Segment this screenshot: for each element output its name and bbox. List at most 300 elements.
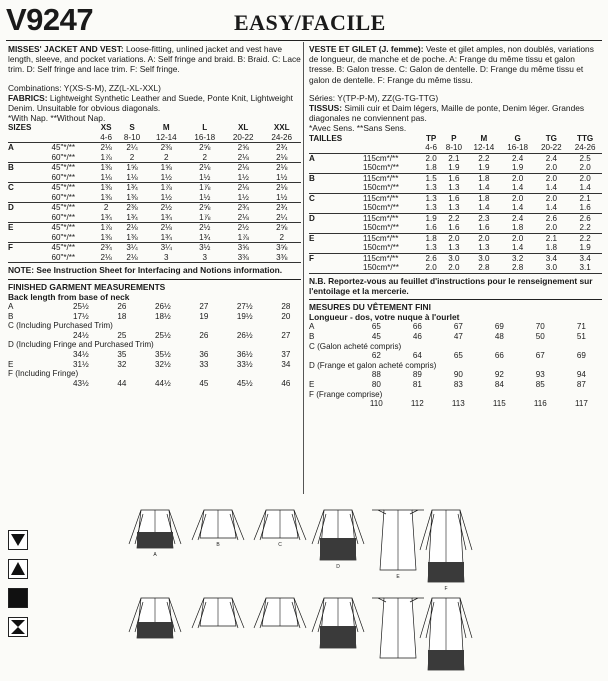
back-view-A bbox=[129, 598, 181, 638]
back-view-F bbox=[420, 598, 472, 670]
measurement-value: 80 bbox=[371, 380, 381, 389]
yardage-value: 1.3 bbox=[441, 243, 467, 253]
garment-illustrations bbox=[0, 500, 608, 681]
yardage-row bbox=[8, 203, 301, 213]
measurement-value: 84 bbox=[494, 380, 504, 389]
yardage-value: 2⅝ bbox=[199, 203, 211, 213]
yardage-value: 2.1 bbox=[579, 193, 591, 203]
yardage-value: 1.3 bbox=[422, 203, 441, 213]
yardage-value: 1¾ bbox=[126, 183, 138, 193]
measurement-label: F (Including Fringe) bbox=[8, 369, 79, 379]
view-letter: F bbox=[8, 243, 13, 253]
measurement-row bbox=[309, 380, 602, 390]
measurement-row bbox=[8, 379, 301, 389]
header-rule bbox=[6, 40, 602, 41]
measurement-value: 117 bbox=[574, 399, 588, 409]
yardage-value: 2.0 bbox=[448, 233, 460, 243]
yardage-value: 3.4 bbox=[579, 253, 591, 263]
yardage-value: 1.3 bbox=[441, 183, 467, 193]
yardage-value: 2.0 bbox=[511, 193, 524, 203]
front-view-F bbox=[420, 510, 472, 582]
yardage-value: 1.3 bbox=[441, 203, 467, 213]
view-letter: F bbox=[309, 253, 314, 263]
size-number: 16-18 bbox=[186, 133, 224, 143]
fabric-width: 45"*/** bbox=[51, 243, 76, 253]
measurement-label: E bbox=[8, 359, 14, 369]
measurement-value: 45 bbox=[199, 378, 209, 388]
yardage-value: 2⅛ bbox=[95, 253, 117, 263]
yardage-row bbox=[309, 193, 602, 203]
yardage-row bbox=[8, 183, 301, 193]
yardage-value: 2¼ bbox=[262, 213, 301, 223]
size-number: 8-10 bbox=[117, 133, 147, 143]
measurement-value: 67 bbox=[535, 351, 545, 361]
measurement-row bbox=[309, 361, 602, 371]
yardage-value: 2½ bbox=[199, 223, 211, 233]
measurement-value: 46 bbox=[412, 332, 422, 342]
yardage-value: 1½ bbox=[147, 193, 185, 203]
yardage-value: 1½ bbox=[224, 173, 262, 183]
measurement-value: 36½ bbox=[236, 350, 253, 359]
measurement-value: 115 bbox=[492, 399, 506, 409]
measurement-value: 36 bbox=[199, 350, 209, 359]
measurement-value: 116 bbox=[533, 399, 547, 409]
yardage-value: 2 bbox=[103, 203, 109, 213]
yardage-value: 2.6 bbox=[425, 253, 437, 263]
fabrics-label: FABRICS: bbox=[8, 92, 48, 103]
yardage-value: 2¾ bbox=[276, 203, 288, 213]
description-title: VESTE ET GILET (J. femme): bbox=[309, 44, 424, 54]
measurement-value: 18 bbox=[117, 311, 127, 321]
yardage-value: 2.0 bbox=[511, 233, 524, 243]
interfacing-note: N.B. Reportez-vous au feuillet d'instructions pour le renseignement sur l'entoilage et la mercerie. bbox=[309, 275, 593, 296]
nap-note: *Avec Sens. **Sans Sens. bbox=[309, 123, 407, 134]
size-number: 24-26 bbox=[262, 133, 301, 143]
yardage-table bbox=[8, 123, 301, 263]
measurement-label: A bbox=[8, 302, 14, 312]
yardage-value: 2¾ bbox=[100, 243, 112, 253]
front-view-E bbox=[372, 510, 424, 570]
measurement-label bbox=[8, 331, 55, 341]
size-number: 20-22 bbox=[534, 143, 568, 153]
fabric-width: 45"*/** bbox=[51, 183, 76, 193]
measurement-value: 83 bbox=[453, 380, 463, 389]
size-number: 8-10 bbox=[441, 143, 467, 153]
view-letter: E bbox=[8, 223, 14, 233]
yardage-value: 2⅛ bbox=[160, 223, 172, 233]
yardage-value: 1.3 bbox=[422, 243, 441, 253]
fabric-width: 60"*/** bbox=[51, 193, 95, 203]
measurement-label bbox=[309, 370, 356, 380]
yardage-value: 2¾ bbox=[237, 203, 249, 213]
description-title: MISSES' JACKET AND VEST: bbox=[8, 44, 124, 54]
yardage-value: 2.0 bbox=[545, 173, 557, 183]
measurement-value: 27 bbox=[281, 330, 291, 340]
nap-note: *With Nap. **Without Nap. bbox=[8, 113, 106, 124]
measurement-value: 69 bbox=[576, 351, 586, 361]
yardage-value: 3.0 bbox=[448, 253, 460, 263]
measurement-value: 17½ bbox=[73, 311, 89, 321]
measurement-label bbox=[8, 379, 55, 389]
yardage-value: 2.3 bbox=[478, 213, 490, 223]
yardage-value: 2.8 bbox=[501, 263, 535, 273]
yardage-value: 1⅜ bbox=[100, 163, 112, 173]
yardage-row bbox=[309, 233, 602, 243]
measurement-value: 92 bbox=[494, 370, 504, 380]
size-number: 12-14 bbox=[147, 133, 185, 143]
yardage-value: 2 bbox=[186, 153, 224, 163]
fgm-title: MESURES DU VÊTEMENT FINI bbox=[309, 302, 431, 313]
yardage-value: 2⅛ bbox=[117, 253, 147, 263]
fabric-width: 150cm*/** bbox=[363, 163, 422, 173]
difficulty-label: EASY/FACILE bbox=[234, 10, 386, 35]
measurement-value: 93 bbox=[535, 370, 545, 380]
measurement-label: C (Including Purchased Trim) bbox=[8, 321, 113, 331]
size-name: P bbox=[451, 133, 457, 143]
yardage-row bbox=[309, 213, 602, 223]
yardage-value: 1.4 bbox=[501, 203, 535, 213]
back-view-B bbox=[192, 598, 244, 628]
fabric-width: 115cm*/** bbox=[362, 173, 399, 183]
yardage-value: 2.2 bbox=[568, 223, 602, 233]
measurement-value: 45½ bbox=[236, 378, 253, 388]
fringe-band bbox=[137, 622, 173, 638]
measurement-row bbox=[8, 350, 301, 360]
size-number: 4-6 bbox=[422, 143, 441, 153]
yardage-row bbox=[8, 193, 301, 203]
view-label: E bbox=[396, 574, 400, 580]
yardage-row bbox=[8, 253, 301, 263]
yardage-value: 1⅜ bbox=[95, 193, 117, 203]
measurement-value: 26½ bbox=[154, 302, 171, 312]
yardage-value: 3 bbox=[186, 253, 224, 263]
section-rule bbox=[309, 299, 602, 300]
yardage-row bbox=[309, 183, 602, 193]
yardage-value: 2.0 bbox=[441, 263, 467, 273]
measurement-value: 62 bbox=[371, 351, 381, 361]
view-letter: D bbox=[309, 213, 315, 223]
measurement-row bbox=[309, 370, 602, 380]
size-name: XXL bbox=[273, 123, 290, 133]
measurement-value: 26½ bbox=[236, 330, 253, 340]
yardage-value: 2⅜ bbox=[160, 143, 172, 153]
yardage-value: 2.2 bbox=[448, 213, 460, 223]
description bbox=[309, 44, 602, 85]
yardage-value: 1.3 bbox=[467, 243, 501, 253]
yardage-row bbox=[8, 233, 301, 243]
measurement-value: 34½ bbox=[73, 350, 89, 359]
yardage-value: 1.4 bbox=[534, 203, 568, 213]
yardage-value: 3⅝ bbox=[276, 243, 288, 253]
view-letter: C bbox=[8, 183, 14, 193]
yardage-value: 1.3 bbox=[422, 183, 441, 193]
measurement-value: 27½ bbox=[236, 302, 253, 312]
fabrics bbox=[8, 93, 301, 113]
yardage-value: 1½ bbox=[186, 193, 224, 203]
measurement-value: 94 bbox=[576, 370, 586, 380]
yardage-value: 2.0 bbox=[425, 153, 437, 163]
yardage-value: 2⅛ bbox=[276, 183, 288, 193]
fgm-title: FINISHED GARMENT MEASUREMENTS bbox=[8, 281, 166, 292]
measurements-table bbox=[8, 302, 301, 388]
yardage-value: 1.6 bbox=[448, 173, 460, 183]
yardage-value: 1⅜ bbox=[117, 193, 147, 203]
fabric-width: 115cm*/** bbox=[362, 233, 399, 243]
yardage-value: 1.6 bbox=[467, 223, 501, 233]
yardage-value: 2⅛ bbox=[237, 183, 249, 193]
measurement-label: D (Frange et galon acheté compris) bbox=[309, 360, 437, 370]
yardage-value: 1⅝ bbox=[160, 163, 172, 173]
measurement-label: C (Galon acheté compris) bbox=[309, 341, 402, 351]
yardage-row bbox=[309, 253, 602, 263]
fabric-width: 115cm*/** bbox=[362, 253, 399, 263]
measurement-label: E bbox=[309, 380, 315, 389]
yardage-value: 2 bbox=[262, 233, 301, 243]
yardage-value: 2.5 bbox=[579, 153, 591, 163]
yardage-value: 1¾ bbox=[186, 233, 224, 243]
yardage-value: 1½ bbox=[147, 173, 185, 183]
yardage-value: 1.3 bbox=[425, 193, 437, 203]
fabric-width: 150cm*/** bbox=[363, 243, 422, 253]
measurement-label bbox=[8, 350, 55, 360]
yardage-value: 1.4 bbox=[534, 183, 568, 193]
measurement-value: 33½ bbox=[236, 359, 253, 369]
measurement-row bbox=[309, 390, 602, 400]
yardage-row bbox=[309, 163, 602, 173]
yardage-value: 2⅝ bbox=[276, 223, 288, 233]
view-letter: A bbox=[8, 143, 14, 153]
view-label: B bbox=[216, 542, 220, 548]
measurement-value: 88 bbox=[371, 370, 381, 380]
pattern-number: V9247 bbox=[6, 2, 94, 37]
yardage-value: 2.8 bbox=[467, 263, 501, 273]
yardage-value: 2⅝ bbox=[199, 143, 211, 153]
yardage-value: 2⅛ bbox=[276, 163, 288, 173]
measurement-value: 24½ bbox=[73, 330, 89, 340]
description bbox=[8, 44, 301, 75]
view-letter: C bbox=[309, 193, 315, 203]
fabric-width: 115cm*/** bbox=[362, 193, 399, 203]
measurement-value: 32 bbox=[117, 359, 127, 369]
yardage-value: 2.0 bbox=[579, 173, 591, 183]
combinations: Combinations: Y(XS-S-M), ZZ(L-XL-XXL) bbox=[8, 82, 161, 93]
measurement-row bbox=[309, 351, 602, 361]
yardage-value: 3½ bbox=[199, 243, 211, 253]
measurement-row bbox=[8, 360, 301, 370]
yardage-value: 3¼ bbox=[126, 243, 138, 253]
yardage-value: 1⅜ bbox=[100, 183, 112, 193]
yardage-value: 3 bbox=[147, 253, 185, 263]
yardage-value: 2⅝ bbox=[237, 143, 249, 153]
measurement-value: 32½ bbox=[154, 359, 171, 369]
measurement-value: 113 bbox=[451, 399, 465, 409]
yardage-value: 2⅛ bbox=[199, 163, 211, 173]
size-name: XL bbox=[238, 123, 249, 133]
measurement-value: 19½ bbox=[236, 311, 253, 321]
measurement-value: 35½ bbox=[154, 350, 171, 359]
measurement-row bbox=[8, 321, 301, 331]
measurement-label: B bbox=[309, 332, 315, 342]
yardage-value: 2⅛ bbox=[224, 153, 262, 163]
fringe-band bbox=[428, 562, 464, 582]
measurement-value: 47 bbox=[453, 332, 463, 342]
yardage-value: 3.1 bbox=[568, 263, 602, 273]
fabric-width: 150cm*/** bbox=[363, 183, 422, 193]
yardage-value: 1.6 bbox=[422, 223, 441, 233]
measurement-value: 65 bbox=[453, 351, 463, 361]
yardage-value: 1.8 bbox=[478, 193, 490, 203]
measurement-value: 34 bbox=[281, 359, 291, 369]
yardage-value: 2.4 bbox=[511, 153, 524, 163]
fabrics-text: Simili cuir et Daim légers, Maille de ponte, Denim léger. Grandes diagonales ne conviennent pas. bbox=[309, 103, 585, 124]
measurement-label bbox=[309, 399, 356, 409]
yardage-value: 2⅛ bbox=[262, 153, 301, 163]
yardage-value: 1⅞ bbox=[160, 183, 172, 193]
yardage-value: 2.6 bbox=[579, 213, 591, 223]
size-name: G bbox=[514, 133, 521, 143]
yardage-value: 2½ bbox=[237, 223, 249, 233]
fabric-width: 45"*/** bbox=[51, 203, 76, 213]
measurement-value: 31½ bbox=[73, 359, 89, 369]
yardage-value: 1½ bbox=[224, 193, 262, 203]
measurement-label: A bbox=[309, 322, 315, 332]
front-view-D bbox=[312, 510, 364, 560]
sizes-label: SIZES bbox=[8, 123, 32, 133]
yardage-value: 1⅞ bbox=[186, 213, 224, 223]
measurement-value: 69 bbox=[494, 322, 504, 332]
back-length-label: Back length from base of neck bbox=[8, 291, 130, 302]
size-number: 16-18 bbox=[501, 143, 535, 153]
yardage-value: 1½ bbox=[262, 193, 301, 203]
yardage-value: 1.4 bbox=[467, 183, 501, 193]
fringe-band bbox=[428, 650, 464, 670]
view-label: C bbox=[278, 542, 282, 548]
measurement-value: 18½ bbox=[154, 311, 171, 321]
yardage-value: 1¾ bbox=[117, 213, 147, 223]
yardage-value: 2.0 bbox=[511, 173, 524, 183]
yardage-value: 2.0 bbox=[534, 163, 568, 173]
fabric-width: 45"*/** bbox=[51, 143, 76, 153]
yardage-row bbox=[309, 173, 602, 183]
yardage-row bbox=[309, 223, 602, 233]
size-name: M bbox=[162, 123, 170, 133]
size-name: L bbox=[202, 123, 208, 133]
size-name: S bbox=[129, 123, 135, 133]
fabric-width: 115cm*/** bbox=[362, 213, 399, 223]
size-name: M bbox=[480, 133, 488, 143]
yardage-value: 1¾ bbox=[147, 233, 185, 243]
measurement-value: 25½ bbox=[154, 330, 171, 340]
english-column bbox=[8, 44, 301, 388]
measurement-value: 27 bbox=[199, 302, 209, 312]
fabric-width: 60"*/** bbox=[51, 213, 95, 223]
measurement-row bbox=[309, 332, 602, 342]
yardage-value: 1.9 bbox=[501, 163, 535, 173]
combinations: Séries: Y(TP-P-M), ZZ(G-TG-TTG) bbox=[309, 92, 439, 103]
measurement-value: 51 bbox=[576, 332, 586, 342]
yardage-value: 1.6 bbox=[568, 203, 602, 213]
measurement-row bbox=[309, 322, 602, 332]
measurements-table bbox=[309, 322, 602, 408]
back-view-C bbox=[254, 598, 306, 628]
fringe-band bbox=[320, 538, 356, 560]
fabric-width: 150cm*/** bbox=[363, 263, 422, 273]
yardage-value: 2½ bbox=[160, 203, 172, 213]
back-length-label: Longueur - dos, votre nuque à l'ourlet bbox=[309, 312, 460, 323]
measurement-value: 89 bbox=[412, 370, 422, 380]
fabrics bbox=[309, 103, 602, 123]
yardage-value: 1.8 bbox=[422, 163, 441, 173]
yardage-value: 3.4 bbox=[545, 253, 557, 263]
yardage-value: 2¼ bbox=[126, 143, 138, 153]
measurement-label: B bbox=[8, 311, 14, 321]
yardage-value: 2.1 bbox=[545, 233, 557, 243]
measurement-value: 67 bbox=[453, 322, 463, 332]
yardage-value: 2.4 bbox=[545, 153, 557, 163]
view-letter: D bbox=[8, 203, 14, 213]
measurement-value: 48 bbox=[494, 332, 504, 342]
yardage-value: 1⅛ bbox=[117, 173, 147, 183]
view-label: D bbox=[336, 564, 340, 570]
yardage-value: 1.4 bbox=[501, 243, 535, 253]
yardage-value: 1¾ bbox=[95, 213, 117, 223]
front-view-A bbox=[129, 510, 181, 548]
back-view-E bbox=[372, 598, 424, 658]
front-view-B bbox=[192, 510, 244, 540]
measurement-value: 44 bbox=[117, 378, 127, 388]
view-label: A bbox=[153, 552, 157, 558]
size-number: 20-22 bbox=[224, 133, 262, 143]
yardage-row bbox=[8, 223, 301, 233]
yardage-value: 2⅛ bbox=[224, 213, 262, 223]
view-letter: E bbox=[309, 233, 315, 243]
yardage-value: 3.2 bbox=[511, 253, 524, 263]
measurement-value: 20 bbox=[281, 311, 291, 321]
section-rule bbox=[8, 279, 301, 280]
yardage-value: 1.4 bbox=[501, 183, 535, 193]
yardage-value: 1.4 bbox=[568, 183, 602, 193]
yardage-table bbox=[309, 134, 602, 274]
view-label: F bbox=[444, 586, 448, 592]
yardage-row bbox=[8, 213, 301, 223]
header bbox=[6, 2, 602, 42]
size-number: 24-26 bbox=[568, 143, 602, 153]
yardage-value: 1¾ bbox=[147, 213, 185, 223]
fabrics-label: TISSUS: bbox=[309, 103, 343, 114]
view-letter: B bbox=[309, 173, 315, 183]
yardage-value: 1⅞ bbox=[95, 153, 117, 163]
yardage-value: 1⅞ bbox=[224, 233, 262, 243]
fabric-width: 60"*/** bbox=[51, 233, 95, 243]
sizes-label: TAILLES bbox=[309, 133, 343, 143]
yardage-value: 2.0 bbox=[568, 163, 602, 173]
size-name: XS bbox=[100, 123, 112, 133]
view-letter: A bbox=[309, 153, 315, 163]
measurement-label: F (Frange comprise) bbox=[309, 389, 383, 399]
yardage-row bbox=[309, 203, 602, 213]
fabrics-text: Lightweight Synthetic Leather and Suede, Ponte Knit, Lightweight Denim. Unsuitable for obvious diagonals. bbox=[8, 92, 293, 114]
yardage-value: 3.0 bbox=[478, 253, 490, 263]
yardage-value: 1½ bbox=[186, 173, 224, 183]
fabric-width: 45"*/** bbox=[51, 223, 76, 233]
yardage-value: 3⅝ bbox=[237, 243, 249, 253]
yardage-value: 1⅜ bbox=[95, 233, 117, 243]
yardage-value: 2¾ bbox=[276, 143, 288, 153]
column-divider bbox=[303, 42, 304, 494]
measurement-row bbox=[8, 369, 301, 379]
yardage-row bbox=[8, 153, 301, 163]
yardage-value: 3⅜ bbox=[224, 253, 262, 263]
